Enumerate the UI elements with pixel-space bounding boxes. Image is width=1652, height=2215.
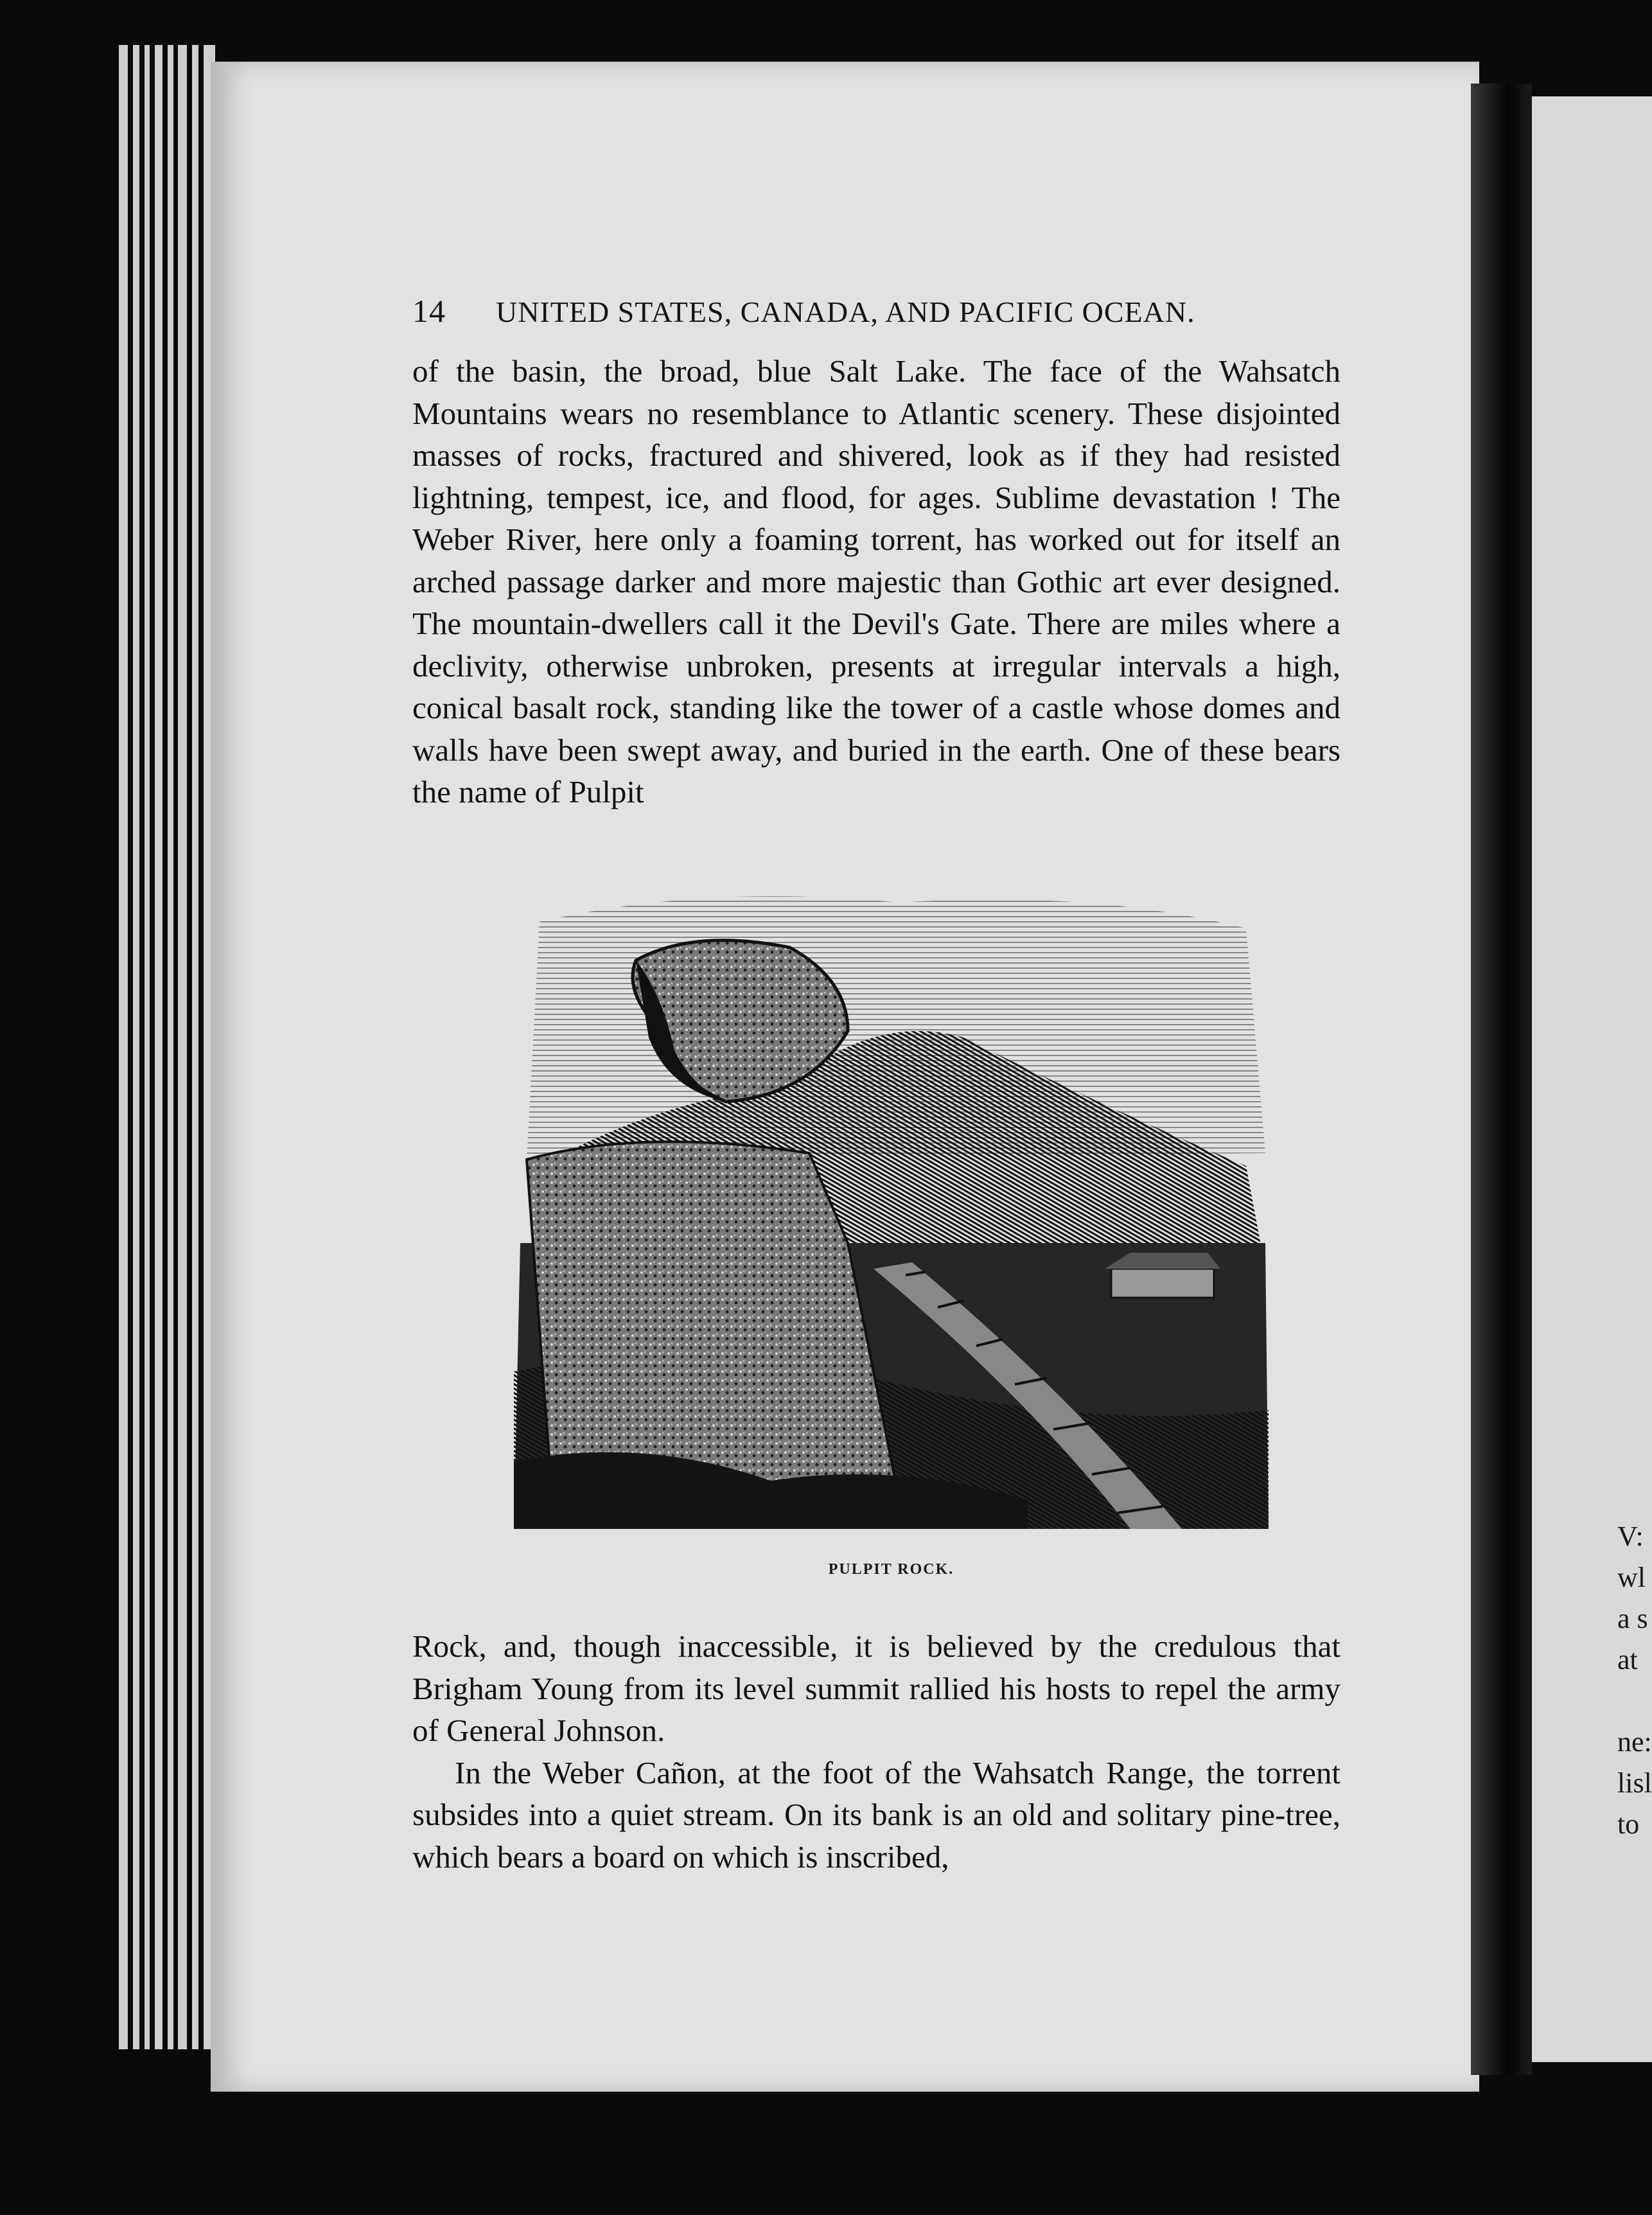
- next-page-fragment: ne:: [1617, 1726, 1652, 1758]
- running-title: UNITED STATES, CANADA, AND PACIFIC OCEAN.: [496, 296, 1195, 328]
- page-edges: [119, 45, 215, 2049]
- pulpit-rock-engraving: [514, 883, 1269, 1529]
- top-paragraph: of the basin, the broad, blue Salt Lake. The face of the Wahsatch Mountains wears no resemblance to Atlantic scenery. These disjointed masses of rocks, fractured and shivered, look as if they had resisted lightning, tempest, ice, and flood, for ages. Sublime devastation ! The Weber River, here only a foaming torrent, has worked out for itself an arched passage darker and more majestic than Gothic art ever designed. The mountain-dwellers call it the Devil's Gate. There are miles where a declivity, otherwise unbroken, presents at irregular intervals a high, conical basalt rock, standing like the tower of a castle whose domes and walls have been swept away, and buried in the earth. One of these bears the name of Pulpit: [412, 353, 1340, 809]
- next-page-fragments: [1617, 1516, 1652, 1845]
- figure-caption: PULPIT ROCK.: [828, 1561, 954, 1578]
- book-gutter: [1471, 84, 1532, 2075]
- bottom-text-block: [412, 1625, 1340, 1878]
- continuation-paragraph: Rock, and, though inaccessible, it is believed by the credulous that Brigham Young from its level summit rallied his hosts to repel the army of General Johnson.: [412, 1628, 1340, 1748]
- next-page-fragment: lisl: [1617, 1767, 1652, 1799]
- next-page-fragment: to: [1617, 1808, 1640, 1840]
- next-page-fragment: at: [1617, 1644, 1638, 1675]
- next-page-fragment: V:: [1617, 1521, 1644, 1552]
- top-text-block: [412, 350, 1340, 813]
- next-page-fragment: a s: [1617, 1603, 1648, 1634]
- second-paragraph: In the Weber Cañon, at the foot of the Wahsatch Range, the torrent subsides into a quiet stream. On its bank is an old and solitary pine-tree, which bears a board on which is inscribed,: [412, 1754, 1340, 1875]
- next-page-fragment: wl: [1617, 1562, 1646, 1593]
- running-head: [412, 292, 1340, 330]
- page-number: 14: [412, 293, 446, 329]
- next-page-fragment: [1617, 1681, 1652, 1722]
